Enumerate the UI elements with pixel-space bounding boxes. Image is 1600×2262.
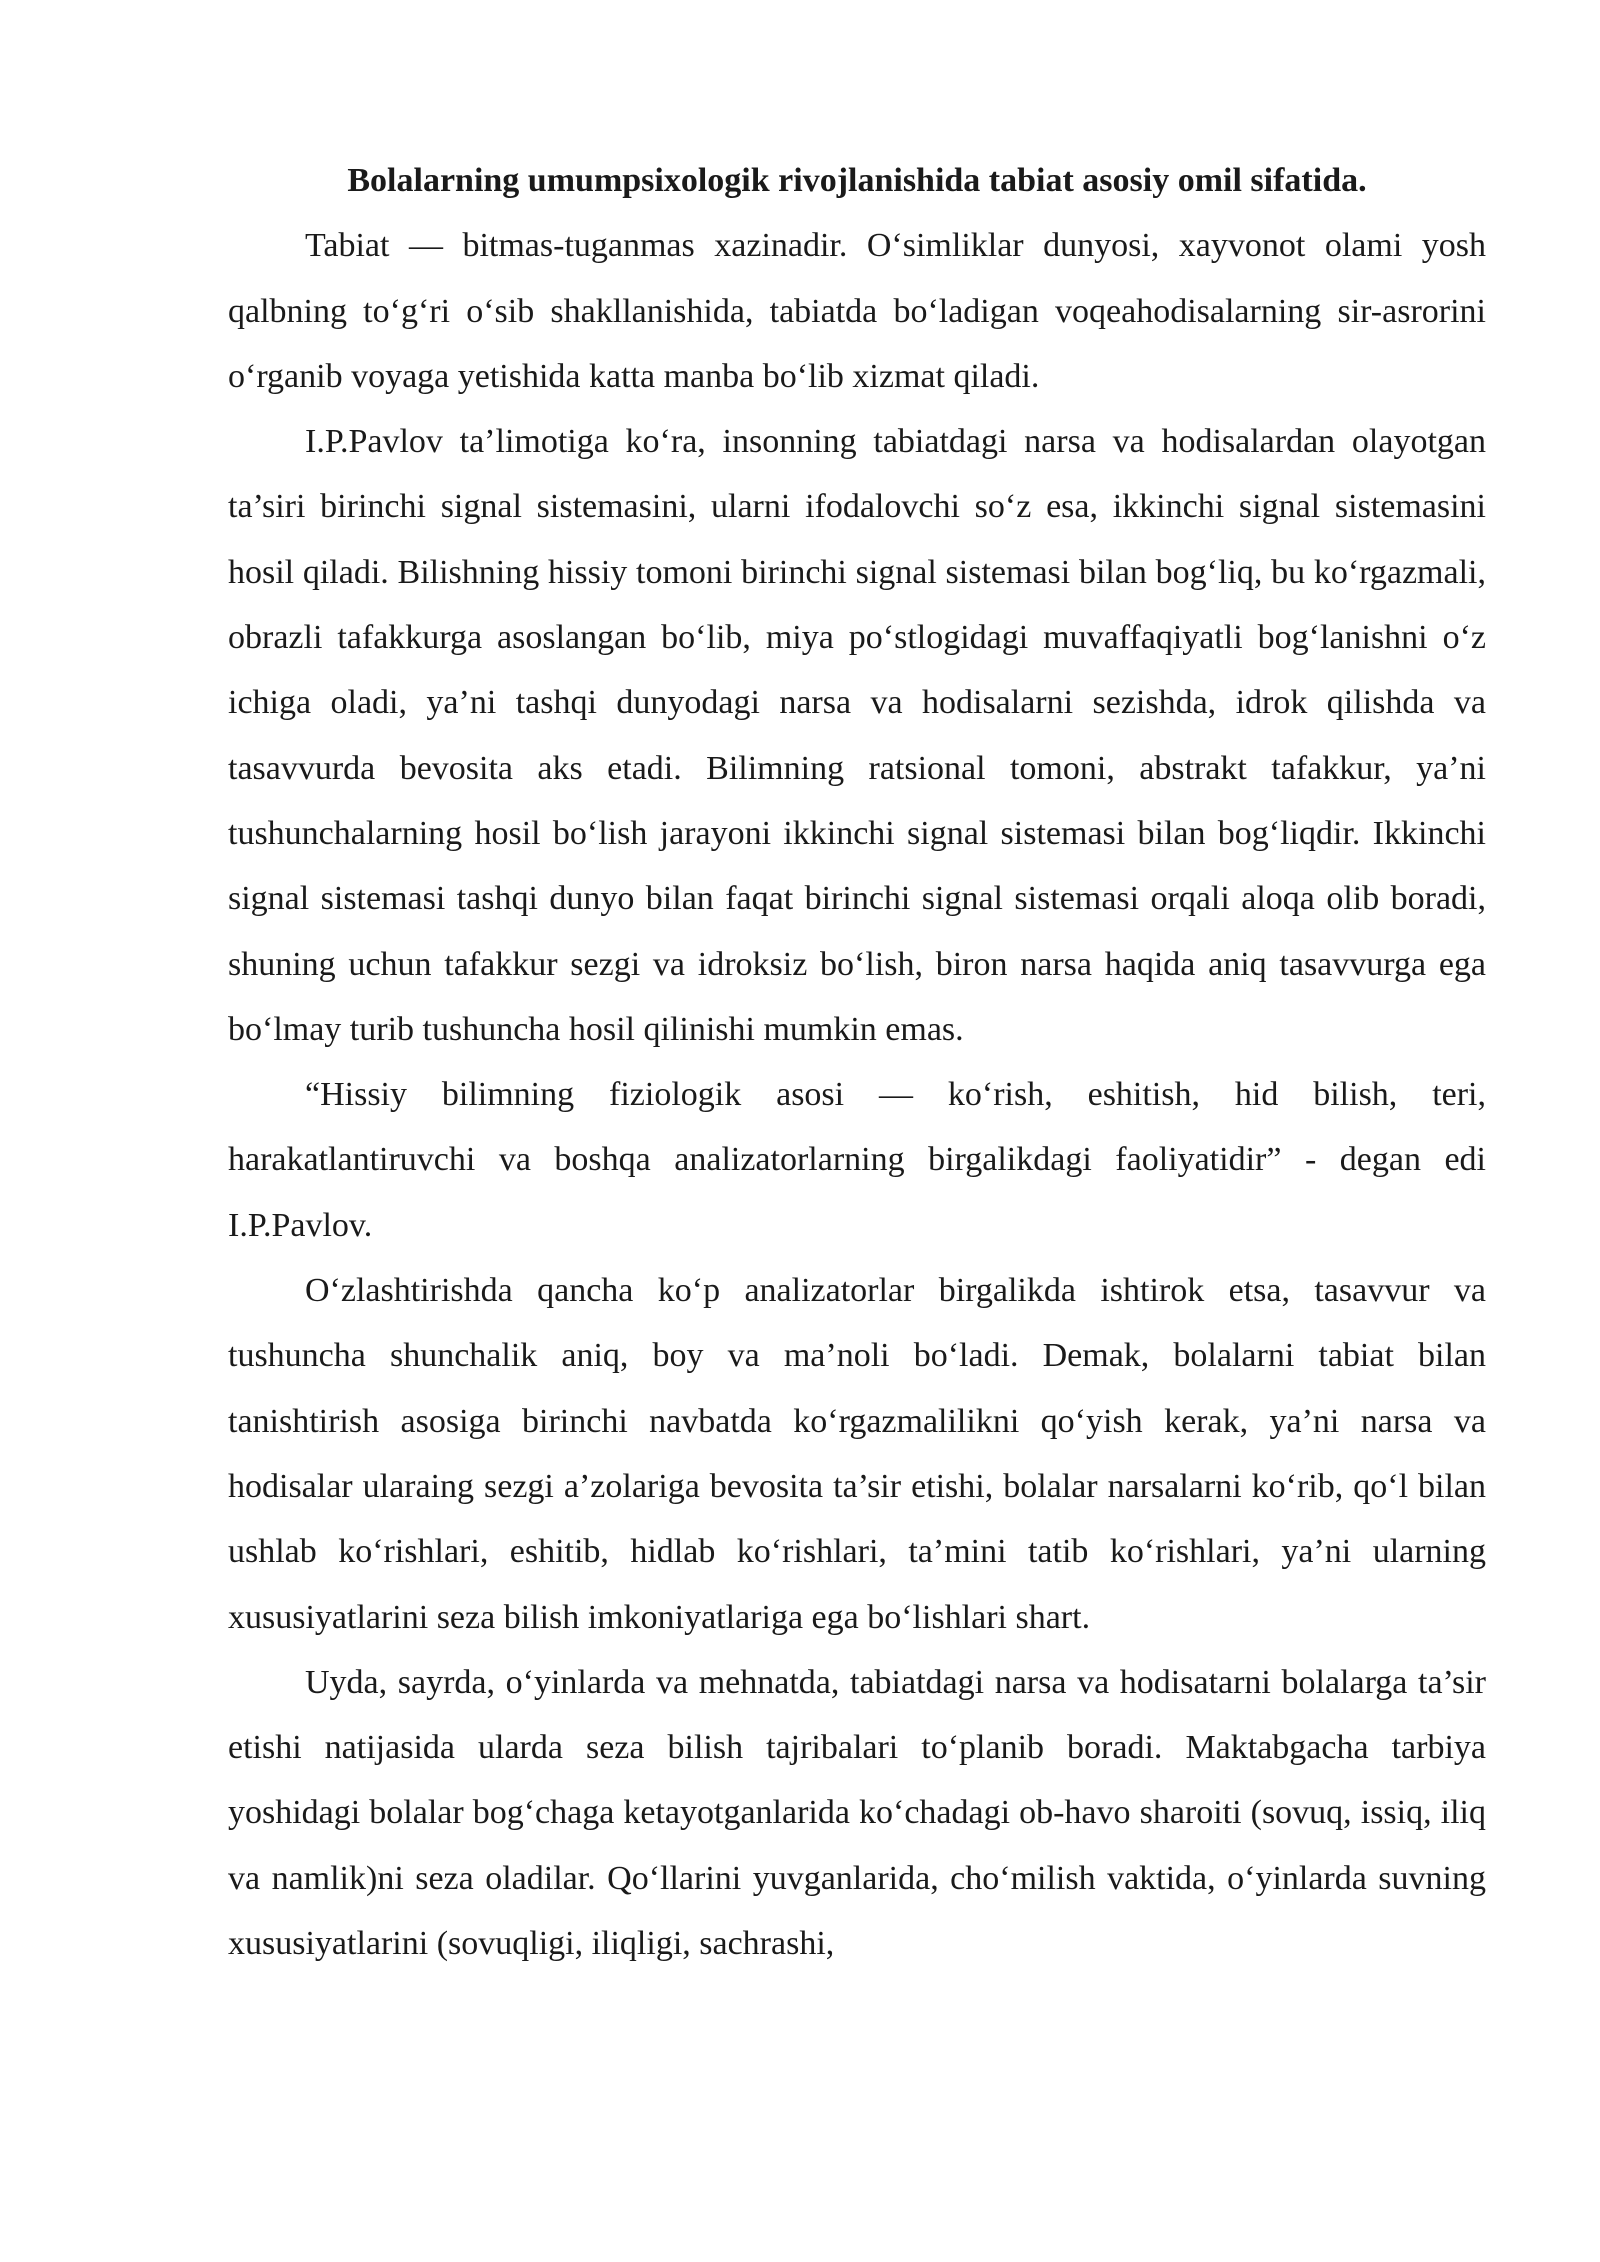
- document-page: [228, 148, 1486, 1976]
- paragraph-4: O‘zlashtirishda qancha ko‘p analizatorlar birgalikda ishtirok etsa, tasavvur va tushuncha shunchalik aniq, boy va ma’noli bo‘ladi. Demak, bolalarni tabiat bilan tanishtirish asosiga birinchi navbatda ko‘rgazmalilikni qo‘yish kerak, ya’ni narsa va hodisalar ularaing sezgi a’zolariga bevosita ta’sir etishi, bolalar narsalarni ko‘rib, qo‘l bilan ushlab ko‘rishlari, eshitib, hidlab ko‘rishlari, ta’mini tatib ko‘rishlari, ya’ni ularning xususiyatlarini seza bilish imkoniyatlariga ega bo‘lishlari shart.: [228, 1272, 1486, 1636]
- paragraph-3: “Hissiy bilimning fiziologik asosi — ko‘rish, eshitish, hid bilish, teri, harakatlantiruvchi va boshqa analizatorlarning birgalikdagi faoliyatidir” - degan edi I.P.Pavlov.: [228, 1076, 1486, 1244]
- paragraph-1: Tabiat — bitmas-tuganmas xazinadir. O‘simliklar dunyosi, xayvonot olami yosh qalbning to‘g‘ri o‘sib shakllanishida, tabiatda bo‘ladigan voqeahodisalarning sir-asrorini o‘rganib voyaga yetishida katta manba bo‘lib xizmat qiladi.: [228, 227, 1486, 395]
- document-title: Bolalarning umumpsixologik rivojlanishida tabiat asosiy omil sifatida.: [347, 162, 1367, 199]
- paragraph-5: Uyda, sayrda, o‘yinlarda va mehnatda, tabiatdagi narsa va hodisatarni bolalarga ta’sir etishi natijasida ularda seza bilish tajribalari to‘planib boradi. Maktabgacha tarbiya yoshidagi bolalar bog‘chaga ketayotganlarida ko‘chadagi ob-havo sharoiti (sovuq, issiq, iliq va namlik)ni seza oladilar. Qo‘llarini yuvganlarida, cho‘milish vaktida, o‘yinlarda suvning xususiyatlarini (sovuqligi, iliqligi, sachrashi,: [228, 1663, 1486, 1963]
- paragraph-2: I.P.Pavlov ta’limotiga ko‘ra, insonning tabiatdagi narsa va hodisalardan olayotgan ta’siri birinchi signal sistemasini, ularni ifodalovchi so‘z esa, ikkinchi signal sistemasini hosil qiladi. Bilishning hissiy tomoni birinchi signal sistemasi bilan bog‘liq, bu ko‘rgazmali, obrazli tafakkurga asoslangan bo‘lib, miya po‘stlogidagi muvaffaqiyatli bog‘lanishni o‘z ichiga oladi, ya’ni tashqi dunyodagi narsa va hodisalarni sezishda, idrok qilishda va tasavvurda bevosita aks etadi. Bilimning ratsional tomoni, abstrakt tafakkur, ya’ni tushunchalarning hosil bo‘lish jarayoni ikkinchi signal sistemasi bilan bog‘liqdir. Ikkinchi signal sistemasi tashqi dunyo bilan faqat birinchi signal sistemasi orqali aloqa olib boradi, shuning uchun tafakkur sezgi va idroksiz bo‘lish, biron narsa haqida aniq tasavvurga ega bo‘lmay turib tushuncha hosil qilinishi mumkin emas.: [228, 423, 1486, 1048]
